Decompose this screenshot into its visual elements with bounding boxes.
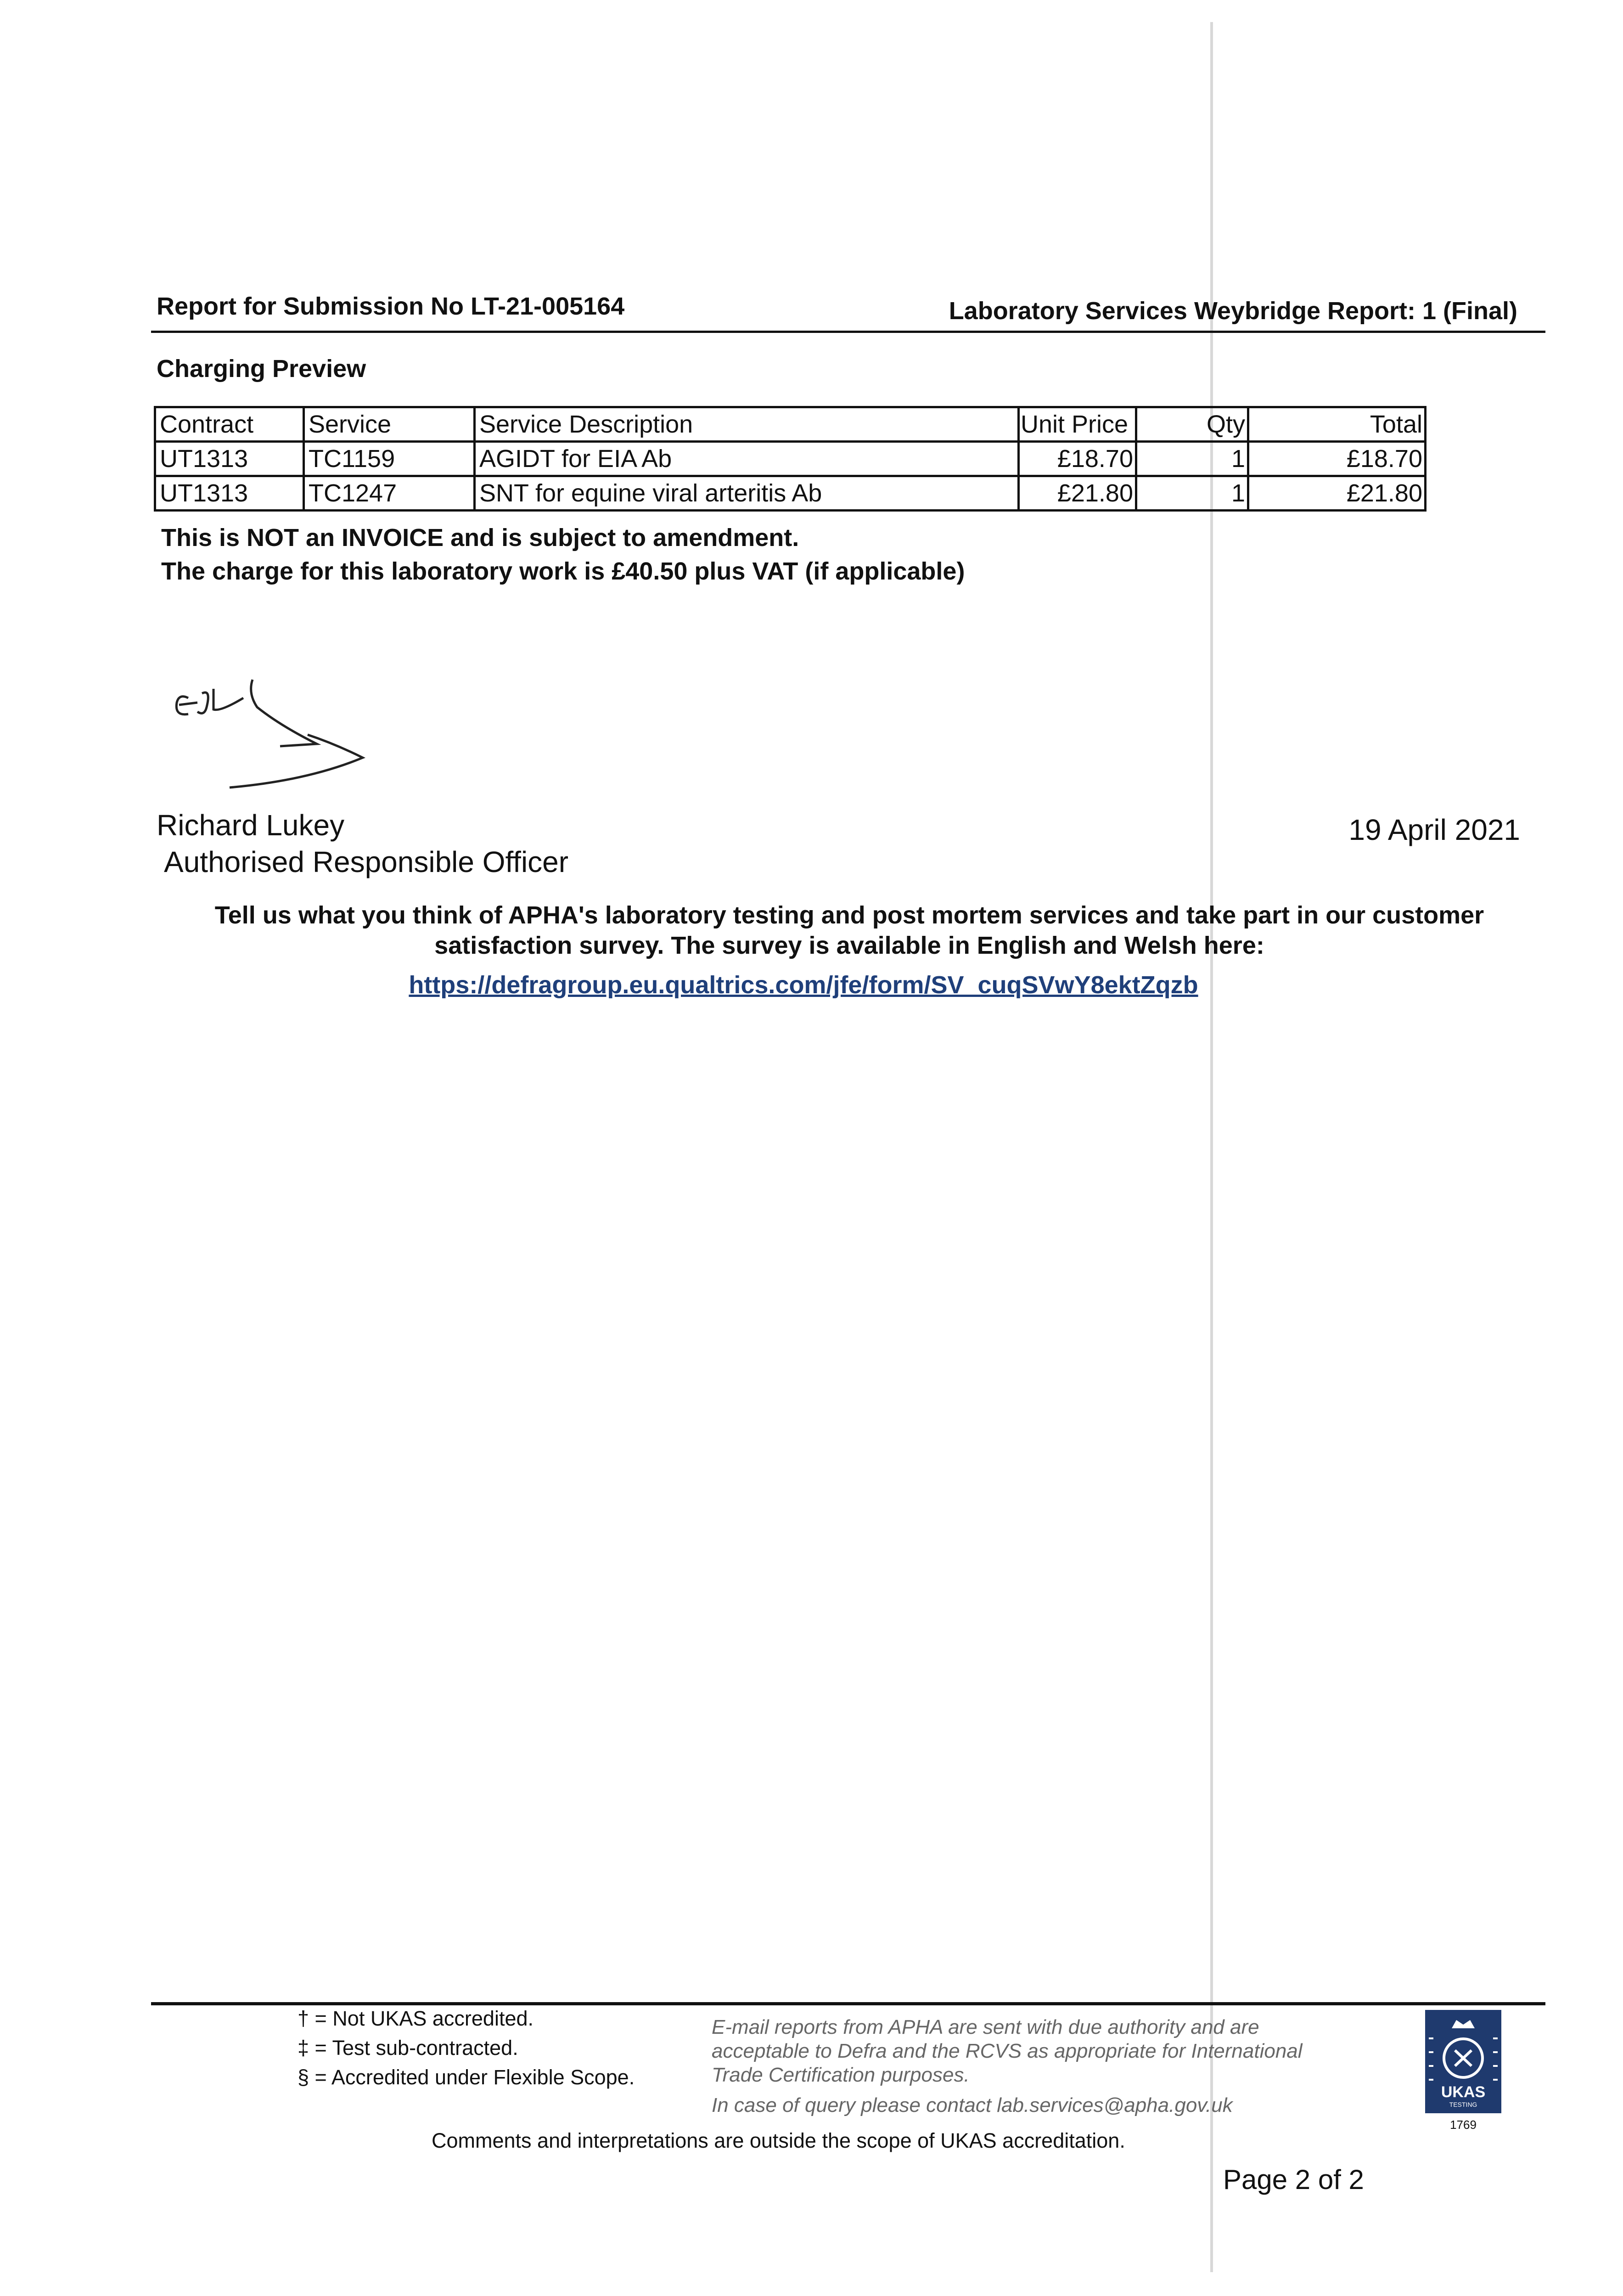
cell-contract: UT1313 <box>155 476 304 511</box>
cell-description: AGIDT for EIA Ab <box>475 442 1019 476</box>
legend-not-accredited: † = Not UKAS accredited. <box>298 2007 534 2030</box>
legend-flexible-scope: § = Accredited under Flexible Scope. <box>298 2065 635 2089</box>
survey-link[interactable]: https://defragroup.eu.qualtrics.com/jfe/form/SV_cuqSVwY8ektZqzb <box>409 971 1198 999</box>
not-invoice-note: This is NOT an INVOICE and is subject to amendment. <box>161 524 799 551</box>
cell-contract: UT1313 <box>155 442 304 476</box>
ukas-comments-note: Comments and interpretations are outside the scope of UKAS accreditation. <box>432 2129 1125 2152</box>
ukas-logo <box>1425 2010 1501 2113</box>
cell-description: SNT for equine viral arteritis Ab <box>475 476 1019 511</box>
section-title: Charging Preview <box>157 355 366 383</box>
footer-rule <box>151 2002 1545 2005</box>
email-note-line: E-mail reports from APHA are sent with due authority and are <box>712 2016 1259 2038</box>
charge-total-note: The charge for this laboratory work is £40.50 plus VAT (if applicable) <box>161 557 965 585</box>
cell-unit-price: £18.70 <box>1019 442 1136 476</box>
header-cell: Contract <box>155 407 304 442</box>
page-number: Page 2 of 2 <box>1223 2164 1364 2195</box>
table-row <box>155 442 1426 476</box>
signatory-name: Richard Lukey <box>157 809 345 842</box>
survey-text-line1: Tell us what you think of APHA's laboratory testing and post mortem services and take part in our customer <box>214 901 1484 929</box>
signatory-role: Authorised Responsible Officer <box>164 845 569 878</box>
report-date: 19 April 2021 <box>1348 813 1520 846</box>
cell-qty: 1 <box>1136 442 1248 476</box>
table-row <box>155 476 1426 511</box>
cell-total: £18.70 <box>1248 442 1426 476</box>
survey-text-line2: satisfaction survey. The survey is available in English and Welsh here: <box>434 932 1264 959</box>
header-cell: Total <box>1248 407 1426 442</box>
header-cell: Service <box>304 407 475 442</box>
header-cell: Service Description <box>475 407 1019 442</box>
submission-number: Report for Submission No LT-21-005164 <box>157 293 625 320</box>
header-rule <box>151 331 1545 333</box>
header-cell: Unit Price <box>1019 407 1136 442</box>
signature <box>170 666 381 799</box>
ukas-logo-text: UKAS <box>1441 2083 1486 2101</box>
contact-note: In case of query please contact lab.services@apha.gov.uk <box>712 2094 1233 2116</box>
email-note-line: acceptable to Defra and the RCVS as appropriate for International <box>712 2040 1303 2062</box>
cell-total: £21.80 <box>1248 476 1426 511</box>
cell-qty: 1 <box>1136 476 1248 511</box>
ukas-logo-sub: TESTING <box>1449 2101 1477 2108</box>
table-header-row <box>155 407 1426 442</box>
cell-unit-price: £21.80 <box>1019 476 1136 511</box>
charges-table <box>154 406 1426 512</box>
cell-service: TC1159 <box>304 442 475 476</box>
email-note-line: Trade Certification purposes. <box>712 2064 970 2086</box>
report-title: Laboratory Services Weybridge Report: 1 (Final) <box>949 297 1517 325</box>
cell-service: TC1247 <box>304 476 475 511</box>
header-cell: Qty <box>1136 407 1248 442</box>
scan-artifact-line <box>1210 22 1213 2272</box>
legend-subcontracted: ‡ = Test sub-contracted. <box>298 2036 518 2060</box>
ukas-number: 1769 <box>1450 2118 1477 2132</box>
